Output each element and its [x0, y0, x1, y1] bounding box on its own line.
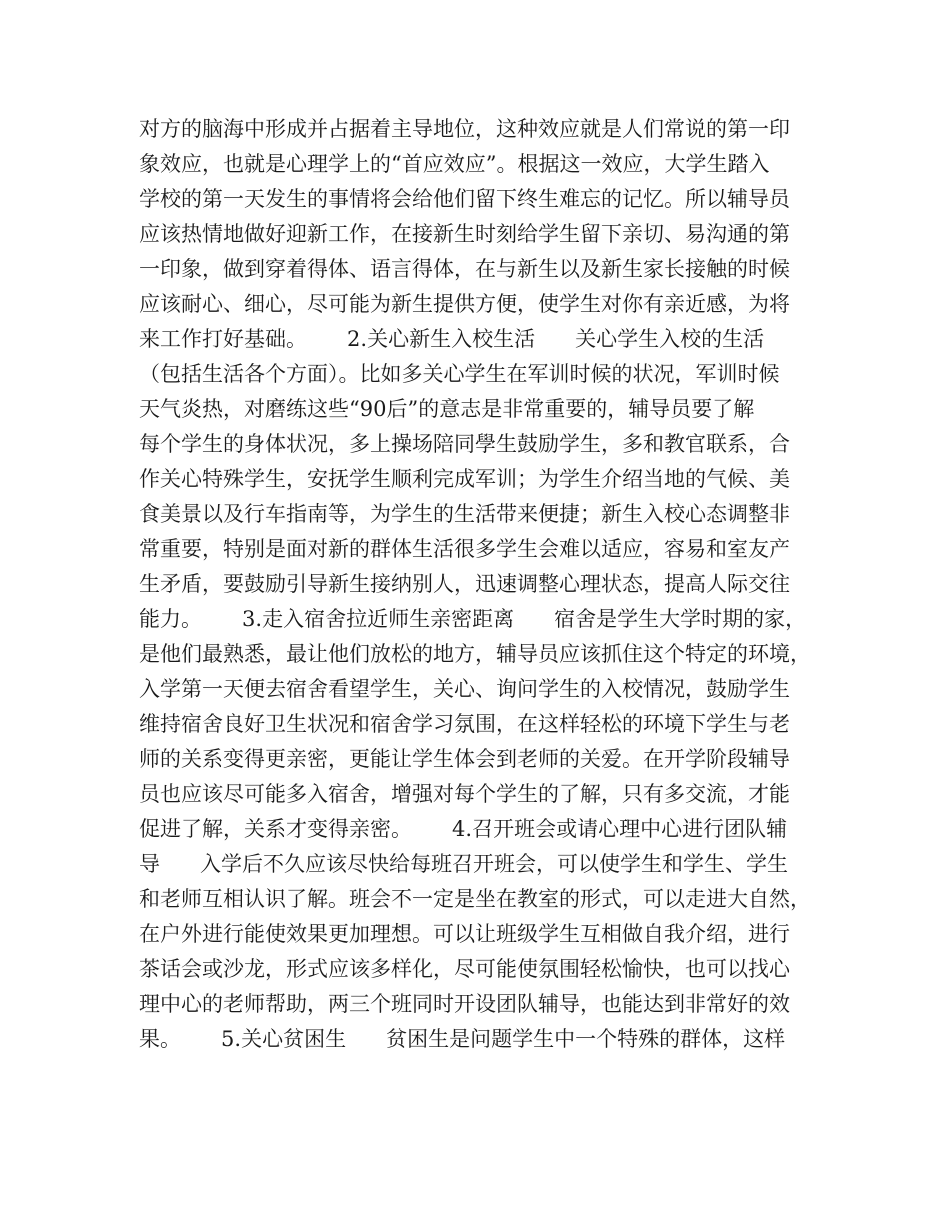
text-line: 作关心特殊学生，安抚学生顺利完成军训；为学生介绍当地的气候、美	[139, 467, 790, 491]
text-line: 天气炎热，对磨练这些“90后”的意志是非常重要的，辅导员要了解	[139, 397, 755, 421]
text-line: 和老师互相认识了解。班会不一定是坐在教室的形式，可以走进大自然，	[139, 887, 811, 911]
text-line: 茶话会或沙龙，形式应该多样化，尽可能使氛围轻松愉快，也可以找心	[139, 957, 790, 981]
text-line: 导 入学后不久应该尽快给每班召开班会，可以使学生和学生、学生	[139, 852, 789, 876]
text-line: 一印象，做到穿着得体、语言得体，在与新生以及新生家长接触的时候	[139, 257, 790, 281]
text-line: 每个学生的身体状况，多上操场陪同學生鼓励学生，多和教官联系，合	[139, 432, 790, 456]
text-line: 应该耐心、细心，尽可能为新生提供方便，使学生对你有亲近感，为将	[139, 292, 790, 316]
text-line: 果。 5.关心贫困生 贫困生是问题学生中一个特殊的群体，这样	[139, 1027, 786, 1051]
text-line: 食美景以及行车指南等，为学生的生活带来便捷；新生入校心态调整非	[139, 502, 790, 526]
body-text	[139, 112, 839, 1057]
text-line: 象效应，也就是心理学上的“首应效应”。根据这一效应，大学生踏入	[139, 152, 770, 176]
text-line: 在户外进行能使效果更加理想。可以让班级学生互相做自我介绍，进行	[139, 922, 790, 946]
text-line: 促进了解，关系才变得亲密。 4.召开班会或请心理中心进行团队辅	[139, 817, 788, 841]
text-line: 入学第一天便去宿舍看望学生，关心、询问学生的入校情况，鼓励学生	[139, 677, 790, 701]
text-line: （包括生活各个方面）。比如多关心学生在军训时候的状况，军训时候	[139, 362, 780, 386]
text-line: 生矛盾，要鼓励引导新生接纳别人，迅速调整心理状态，提高人际交往	[139, 572, 790, 596]
text-line: 师的关系变得更亲密，更能让学生体会到老师的关爱。在开学阶段辅导	[139, 747, 790, 771]
text-line: 维持宿舍良好卫生状况和宿舍学习氛围，在这样轻松的环境下学生与老	[139, 712, 790, 736]
text-line: 应该热情地做好迎新工作，在接新生时刻给学生留下亲切、易沟通的第	[139, 222, 790, 246]
text-line: 对方的脑海中形成并占据着主导地位，这种效应就是人们常说的第一印	[139, 117, 790, 141]
text-line: 能力。 3.走入宿舍拉近师生亲密距离 宿舍是学生大学时期的家，	[139, 607, 807, 631]
text-line: 理中心的老师帮助，两三个班同时开设团队辅导，也能达到非常好的效	[139, 992, 790, 1016]
text-line: 常重要，特别是面对新的群体生活很多学生会难以适应，容易和室友产	[139, 537, 790, 561]
text-line: 学校的第一天发生的事情将会给他们留下终生难忘的记忆。所以辅导员	[139, 187, 790, 211]
text-line: 是他们最熟悉，最让他们放松的地方，辅导员应该抓住这个特定的环境，	[139, 642, 811, 666]
text-line: 来工作打好基础。 2.关心新生入校生活 关心学生入校的生活	[139, 327, 765, 351]
text-line: 员也应该尽可能多入宿舍，增强对每个学生的了解，只有多交流，才能	[139, 782, 790, 806]
